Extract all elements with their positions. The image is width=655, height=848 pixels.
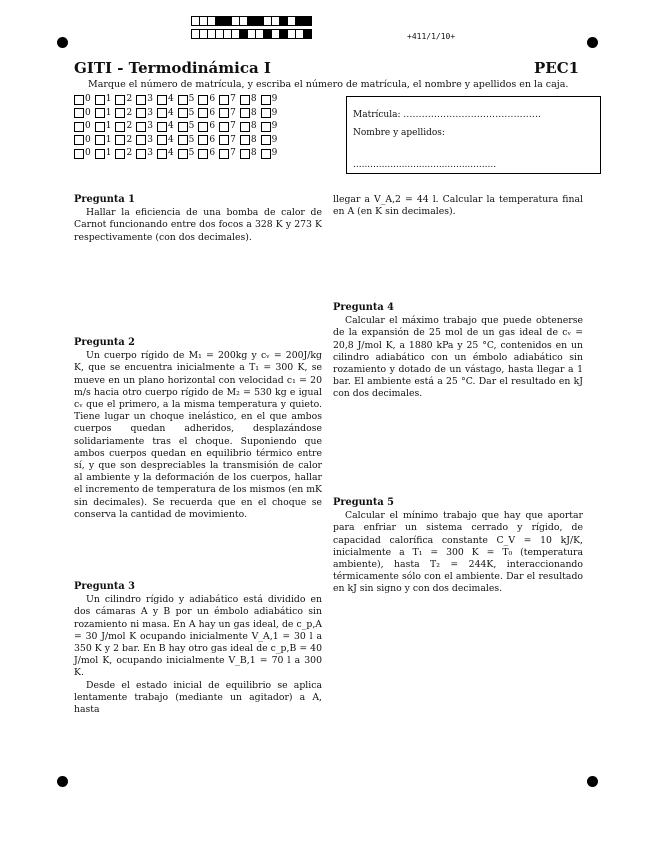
name-dots: ............................................. <box>353 160 482 170</box>
digit-checkbox[interactable] <box>74 108 91 119</box>
checkbox-square[interactable] <box>240 95 250 105</box>
digit-checkbox[interactable] <box>261 148 278 159</box>
digit-label: 8 <box>250 94 257 104</box>
digit-label: 3 <box>147 121 153 131</box>
digit-checkbox[interactable] <box>115 121 132 132</box>
matricula-label: Matrícula: <box>353 110 401 120</box>
checkbox-square[interactable] <box>74 149 84 159</box>
student-id-box <box>346 96 601 174</box>
checkbox-square[interactable] <box>95 108 105 118</box>
digit-label: 0 <box>85 134 91 145</box>
digit-checkbox[interactable] <box>198 121 215 132</box>
checkbox-square[interactable] <box>136 122 146 132</box>
digit-grid-row <box>74 135 281 146</box>
digit-label: 6 <box>209 94 216 104</box>
checkbox-square[interactable] <box>115 122 125 132</box>
exam-title: GITI - Termodinámica I <box>74 59 271 77</box>
checkbox-square[interactable] <box>219 149 229 159</box>
instructions: Marque el número de matrícula, y escriba el número de matrícula, el nombre y apellidos en la caja. <box>88 79 569 90</box>
digit-label: 7 <box>230 121 236 131</box>
question-3-text-2: Desde el estado inicial de equilibrio se aplica lentamente trabajo (mediante un agitador) a A, hasta <box>74 679 322 716</box>
digit-label: 5 <box>188 94 195 104</box>
checkbox-square[interactable] <box>95 149 105 159</box>
checkbox-square[interactable] <box>157 135 167 145</box>
digit-checkbox[interactable] <box>157 94 174 105</box>
checkbox-square[interactable] <box>219 108 229 118</box>
digit-label: 4 <box>167 134 174 145</box>
question-2-text: Un cuerpo rígido de M₁ = 200kg y cᵥ = 200J/kg K, que se encuentra inicialmente a T₁ = 300 K, se mueve en un plano horizontal con velocidad c₁ = 20 m/s hacia otro cuerpo rígido de M₂ = 530 kg e igual cᵥ que el primero, a la misma temperatura y quieto. Tiene lugar un choque inelástico, en el que ambos cuerpos quedan adheridos, desplazándose solidariamente tras el choque. Suponiendo que ambos cuerpos quedan en equilibrio térmico entre sí, y que son despreciables la transmisión de calor al ambiente y la deformación de los cuerpos, hallar el incremento de temperatura de los mismos (en mK sin decimales). Se recuerda que en el choque se conserva la cantidad de movimiento. <box>74 350 322 520</box>
digit-label: 6 <box>209 107 216 118</box>
question-3-title: Pregunta 3 <box>74 581 135 592</box>
digit-grid-row <box>74 148 281 159</box>
digit-checkbox[interactable] <box>219 94 236 105</box>
checkbox-square[interactable] <box>178 95 188 105</box>
digit-checkbox[interactable] <box>219 121 236 132</box>
digit-label: 7 <box>230 94 236 104</box>
digit-label: 9 <box>271 148 278 158</box>
digit-checkbox[interactable] <box>95 135 112 146</box>
digit-label: 3 <box>147 134 153 145</box>
digit-checkbox[interactable] <box>95 148 112 159</box>
question-4-text: Calcular el máximo trabajo que puede obtenerse de la expansión de 25 mol de un gas ideal de cᵥ = 20,8 J/mol K, a 1880 kPa y 25 °C, contenidos en un cilindro adiabático con un émbolo adiabático sin rozamiento y dotado de un vástago, hasta llegar a 1 bar. El ambiente está a 25 °C. Dar el resultado en kJ con dos decimales. <box>333 315 583 400</box>
digit-checkbox[interactable] <box>136 148 153 159</box>
digit-label: 1 <box>105 94 112 104</box>
digit-label: 7 <box>230 148 236 158</box>
digit-label: 4 <box>167 94 174 104</box>
digit-checkbox[interactable] <box>74 121 91 132</box>
digit-checkbox[interactable] <box>219 135 236 146</box>
digit-checkbox[interactable] <box>178 135 195 146</box>
question-5 <box>333 497 583 596</box>
digit-checkbox[interactable] <box>115 135 132 146</box>
digit-checkbox[interactable] <box>198 148 215 159</box>
digit-checkbox[interactable] <box>136 135 153 146</box>
question-1-title: Pregunta 1 <box>74 194 135 205</box>
digit-checkbox[interactable] <box>136 108 153 119</box>
checkbox-square[interactable] <box>95 122 105 132</box>
registration-dot-bottom-left <box>57 776 68 787</box>
checkbox-square[interactable] <box>198 149 208 159</box>
checkbox-square[interactable] <box>74 95 84 105</box>
checkbox-square[interactable] <box>198 135 208 145</box>
checkbox-square[interactable] <box>95 95 105 105</box>
digit-label: 0 <box>85 94 91 104</box>
checkbox-square[interactable] <box>240 149 250 159</box>
digit-label: 4 <box>167 148 174 158</box>
digit-label: 8 <box>250 148 257 158</box>
checkbox-square[interactable] <box>157 108 167 118</box>
digit-label: 9 <box>271 121 278 131</box>
registration-dot-bottom-right <box>587 776 598 787</box>
checkbox-square[interactable] <box>198 95 208 105</box>
exam-code: PEC1 <box>534 59 580 77</box>
digit-checkbox[interactable] <box>261 108 278 119</box>
question-3-continuation <box>333 194 583 218</box>
digit-checkbox[interactable] <box>178 108 195 119</box>
checkbox-square[interactable] <box>136 149 146 159</box>
digit-label: 6 <box>209 134 216 145</box>
digit-checkbox[interactable] <box>157 108 174 119</box>
digit-checkbox[interactable] <box>95 108 112 119</box>
checkbox-square[interactable] <box>198 108 208 118</box>
digit-label: 1 <box>105 148 112 158</box>
digit-checkbox[interactable] <box>115 108 132 119</box>
question-1 <box>74 194 322 244</box>
checkbox-square[interactable] <box>198 122 208 132</box>
checkbox-square[interactable] <box>240 122 250 132</box>
digit-checkbox[interactable] <box>178 148 195 159</box>
registration-dot-top-right <box>587 37 598 48</box>
digit-label: 0 <box>85 121 91 131</box>
checkbox-square[interactable] <box>95 135 105 145</box>
checkbox-square[interactable] <box>115 135 125 145</box>
digit-checkbox[interactable] <box>136 121 153 132</box>
digit-label: 2 <box>126 134 133 145</box>
digit-checkbox[interactable] <box>240 148 257 159</box>
digit-checkbox[interactable] <box>157 135 174 146</box>
digit-label: 3 <box>147 148 153 158</box>
digit-checkbox[interactable] <box>95 94 112 105</box>
question-3-continuation-text: llegar a V_A,2 = 44 l. Calcular la temperatura final en A (en K sin decimales). <box>333 194 583 218</box>
digit-checkbox[interactable] <box>240 135 257 146</box>
checkbox-square[interactable] <box>157 122 167 132</box>
checkbox-square[interactable] <box>74 135 84 145</box>
digit-grid-row <box>74 121 281 132</box>
checkbox-square[interactable] <box>136 135 146 145</box>
barcode-row-2-cell <box>303 29 312 39</box>
digit-checkbox[interactable] <box>219 108 236 119</box>
checkbox-square[interactable] <box>115 95 125 105</box>
digit-label: 3 <box>147 94 153 104</box>
registration-dot-top-left <box>57 37 68 48</box>
digit-label: 0 <box>85 148 91 158</box>
digit-label: 9 <box>271 107 278 118</box>
digit-label: 1 <box>105 134 112 145</box>
digit-checkbox[interactable] <box>261 135 278 146</box>
digit-checkbox[interactable] <box>74 94 91 105</box>
digit-checkbox[interactable] <box>157 148 174 159</box>
checkbox-square[interactable] <box>240 108 250 118</box>
digit-checkbox[interactable] <box>198 135 215 146</box>
digit-checkbox[interactable] <box>115 148 132 159</box>
checkbox-square[interactable] <box>115 108 125 118</box>
digit-label: 4 <box>167 107 174 118</box>
question-2 <box>74 337 322 521</box>
matricula-dots: ............................................. <box>403 110 542 120</box>
digit-label: 5 <box>188 148 195 158</box>
digit-checkbox[interactable] <box>261 121 278 132</box>
checkbox-square[interactable] <box>219 95 229 105</box>
checkbox-square[interactable] <box>240 135 250 145</box>
digit-checkbox[interactable] <box>219 148 236 159</box>
digit-label: 9 <box>271 94 278 104</box>
question-3-text-1: Un cilindro rígido y adiabático está dividido en dos cámaras A y B por un émbolo adiabático sin rozamiento ni masa. En A hay un gas ideal, de c_p,A = 30 J/mol K ocupando inicialmente V_A,1 = 30 l a 350 K y 2 bar. En B hay otro gas ideal de c_p,B = 40 J/mol K, ocupando inicialmente V_B,1 = 70 l a 300 K. <box>74 594 322 679</box>
checkbox-square[interactable] <box>261 149 271 159</box>
digit-checkbox[interactable] <box>198 108 215 119</box>
digit-label: 4 <box>167 121 174 131</box>
digit-checkbox[interactable] <box>240 94 257 105</box>
checkbox-square[interactable] <box>178 122 188 132</box>
checkbox-square[interactable] <box>219 135 229 145</box>
digit-checkbox[interactable] <box>240 121 257 132</box>
digit-checkbox[interactable] <box>178 94 195 105</box>
barcode-row-1-cell <box>303 16 312 26</box>
digit-checkbox[interactable] <box>240 108 257 119</box>
question-5-title: Pregunta 5 <box>333 497 394 508</box>
checkbox-square[interactable] <box>178 135 188 145</box>
digit-grid-row <box>74 108 281 119</box>
digit-checkbox[interactable] <box>157 121 174 132</box>
checkbox-square[interactable] <box>219 122 229 132</box>
question-5-text: Calcular el mínimo trabajo que hay que aportar para enfriar un sistema cerrado y rígido, de capacidad calorífica constante C_V = 10 kJ/K, inicialmente a T₁ = 300 K = T₀ (temperatura ambiente), hasta T₂ = 244K, interaccionando térmicamente sólo con el ambiente. Dar el resultado en kJ sin signo y con dos decimales. <box>333 510 583 595</box>
digit-label: 5 <box>188 134 195 145</box>
digit-grid-row <box>74 94 281 105</box>
checkbox-square[interactable] <box>136 95 146 105</box>
checkbox-square[interactable] <box>136 108 146 118</box>
digit-checkbox[interactable] <box>136 94 153 105</box>
digit-label: 6 <box>209 121 216 131</box>
digit-label: 2 <box>126 94 133 104</box>
digit-checkbox[interactable] <box>198 94 215 105</box>
checkbox-square[interactable] <box>157 149 167 159</box>
digit-checkbox[interactable] <box>178 121 195 132</box>
digit-checkbox[interactable] <box>95 121 112 132</box>
barcode-row-2 <box>191 29 311 39</box>
barcode-row-1 <box>191 16 311 26</box>
checkbox-square[interactable] <box>261 122 271 132</box>
digit-label: 8 <box>250 134 257 145</box>
question-3 <box>74 581 322 716</box>
exam-code-reference: +411/1/10+ <box>407 32 456 41</box>
digit-label: 7 <box>230 107 236 118</box>
checkbox-square[interactable] <box>115 149 125 159</box>
checkbox-square[interactable] <box>261 135 271 145</box>
digit-label: 5 <box>188 121 195 131</box>
checkbox-square[interactable] <box>178 108 188 118</box>
digit-label: 9 <box>271 134 278 145</box>
matricula-field[interactable] <box>353 110 541 120</box>
digit-label: 2 <box>126 107 133 118</box>
checkbox-square[interactable] <box>74 122 84 132</box>
checkbox-square[interactable] <box>261 108 271 118</box>
checkbox-square[interactable] <box>261 95 271 105</box>
digit-label: 2 <box>126 148 133 158</box>
digit-label: 8 <box>250 121 257 131</box>
digit-label: 0 <box>85 107 91 118</box>
digit-checkbox[interactable] <box>115 94 132 105</box>
name-field[interactable]: .................................................. <box>353 160 497 170</box>
digit-label: 1 <box>105 107 112 118</box>
digit-label: 3 <box>147 107 153 118</box>
question-2-title: Pregunta 2 <box>74 337 135 348</box>
question-4 <box>333 302 583 401</box>
digit-checkbox[interactable] <box>74 135 91 146</box>
name-label: Nombre y apellidos: <box>353 128 445 138</box>
digit-label: 6 <box>209 148 216 158</box>
question-1-text: Hallar la eficiencia de una bomba de calor de Carnot funcionando entre dos focos a 328 K y 273 K respectivamente (con dos decimales). <box>74 207 322 243</box>
checkbox-square[interactable] <box>157 95 167 105</box>
checkbox-square[interactable] <box>74 108 84 118</box>
checkbox-square[interactable] <box>178 149 188 159</box>
digit-label: 5 <box>188 107 195 118</box>
digit-label: 1 <box>105 121 112 131</box>
digit-checkbox[interactable] <box>261 94 278 105</box>
digit-checkbox[interactable] <box>74 148 91 159</box>
digit-label: 8 <box>250 107 257 118</box>
question-4-title: Pregunta 4 <box>333 302 394 313</box>
digit-label: 7 <box>230 134 236 145</box>
digit-label: 2 <box>126 121 133 131</box>
